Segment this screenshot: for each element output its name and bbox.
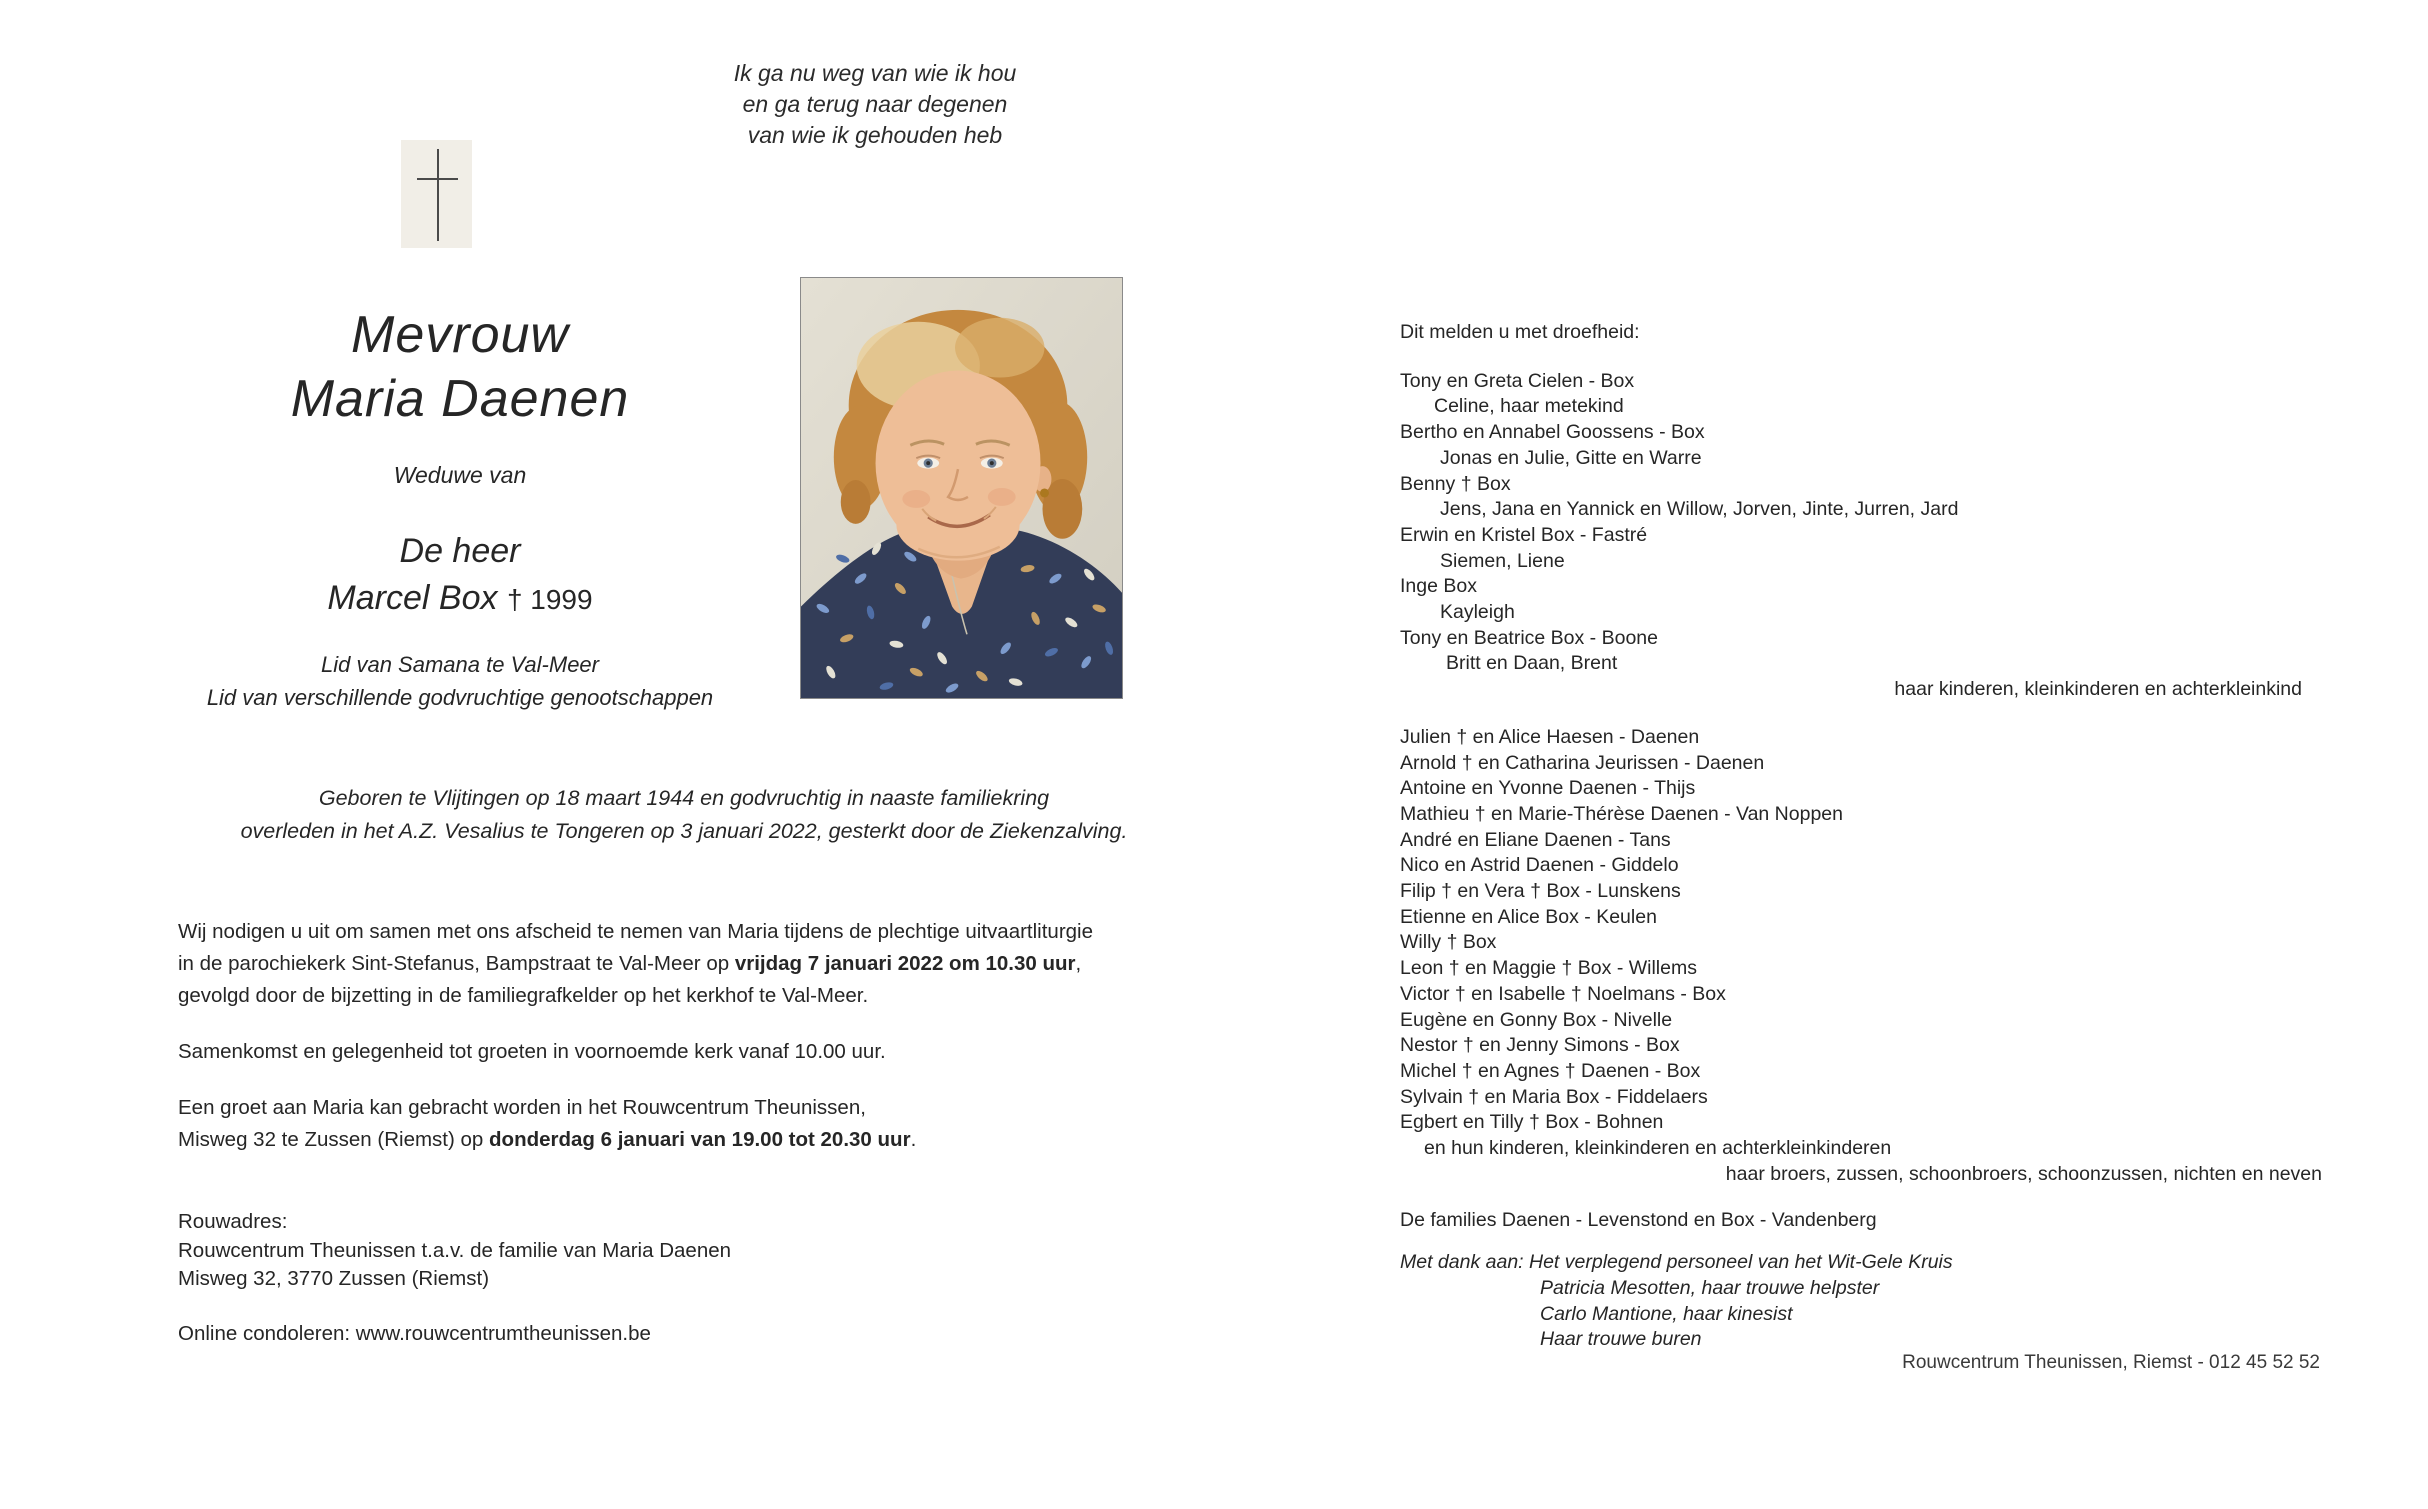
family-list-item: Jens, Jana en Yannick en Willow, Jorven, Jinte, Jurren, Jard [1440, 498, 1959, 521]
visitation-line-1: Een groet aan Maria kan gebracht worden in het Rouwcentrum Theunissen, [178, 1096, 866, 1119]
portrait-illustration [801, 278, 1122, 698]
quote-line: en ga terug naar degenen [742, 91, 1008, 117]
invitation-line-1: Wij nodigen u uit om samen met ons afscheid te nemen van Maria tijdens de plechtige uitvaartliturgie [178, 920, 1094, 943]
funeral-datetime: vrijdag 7 januari 2022 om 10.30 uur [734, 951, 1076, 975]
family-list-item: Filip † en Vera † Box - Lunskens [1400, 880, 1681, 903]
family-list-item: Eugène en Gonny Box - Nivelle [1400, 1008, 1673, 1031]
cross-icon [401, 140, 472, 248]
children-list [1400, 369, 2322, 703]
family-list-item: en hun kinderen, kleinkinderen en achterkleinkinderen [1424, 1137, 1892, 1160]
family-list-item: Celine, haar metekind [1434, 395, 1624, 418]
husband-death-year: † 1999 [506, 584, 593, 615]
deceased-name-block [150, 303, 770, 431]
family-list-item: Britt en Daan, Brent [1446, 652, 1618, 675]
membership-line: Lid van verschillende godvruchtige genootschappen [206, 685, 714, 710]
widow-of-label: Weduwe van [393, 462, 527, 488]
family-list-item: Etienne en Alice Box - Keulen [1400, 905, 1657, 928]
family-list-item: Nestor † en Jenny Simons - Box [1400, 1034, 1680, 1057]
life-line: Geboren te Vlijtingen op 18 maart 1944 en godvruchtig in naaste familiekring [318, 786, 1050, 810]
thanks-line: Patricia Mesotten, haar trouwe helpster [1540, 1276, 1880, 1299]
mourning-address-label: Rouwadres: [178, 1210, 288, 1233]
condolence-line: Online condoleren: www.rouwcentrumtheunissen.be [178, 1322, 651, 1345]
life-summary [134, 782, 1234, 848]
family-list-item: Egbert en Tilly † Box - Bohnen [1400, 1111, 1664, 1134]
announcement-intro: Dit melden u met droefheid: [1400, 321, 1640, 343]
cross-horizontal-bar [417, 178, 458, 180]
husband-name: Marcel Box [327, 579, 498, 617]
invitation-line-3: gevolgd door de bijzetting in de familiegrafkelder op het kerkhof te Val-Meer. [178, 983, 869, 1007]
family-list-item: Tony en Greta Cielen - Box [1400, 369, 1635, 392]
deceased-title: Mevrouw [351, 306, 569, 364]
family-list-item: haar broers, zussen, schoonbroers, schoonzussen, nichten en neven [1725, 1162, 2322, 1185]
quote-line: van wie ik gehouden heb [747, 122, 1003, 148]
family-list-item: Benny † Box [1400, 472, 1511, 495]
family-list-item: Kayleigh [1440, 601, 1515, 624]
family-list-item: Michel † en Agnes † Daenen - Box [1400, 1059, 1701, 1082]
membership-line: Lid van Samana te Val-Meer [321, 652, 599, 677]
family-announcement [1400, 320, 2322, 1353]
families-line: De families Daenen - Levenstond en Box - Vandenberg [1400, 1208, 1877, 1231]
family-list-item: Inge Box [1400, 575, 1477, 598]
family-list-item: Mathieu † en Marie-Thérèse Daenen - Van Noppen [1400, 802, 1843, 825]
thanks-line: Carlo Mantione, haar kinesist [1540, 1302, 1793, 1325]
family-list-item: André en Eliane Daenen - Tans [1400, 828, 1671, 851]
mourning-address-line: Rouwcentrum Theunissen t.a.v. de familie van Maria Daenen [178, 1238, 732, 1262]
family-list-item: Arnold † en Catharina Jeurissen - Daenen [1400, 751, 1765, 774]
portrait-photo [800, 277, 1123, 699]
husband-title: De heer [399, 532, 521, 570]
invitation-line-2: in de parochiekerk Sint-Stefanus, Bampstraat te Val-Meer op vrijdag 7 januari 2022 om 10.30 uur, [178, 951, 1082, 975]
family-list-item: Erwin en Kristel Box - Fastré [1400, 523, 1648, 546]
mourning-address-line: Misweg 32, 3770 Zussen (Riemst) [178, 1267, 490, 1290]
invitation-paragraph [178, 916, 1198, 1011]
life-line: overleden in het A.Z. Vesalius te Tongeren op 3 januari 2022, gesterkt door de Ziekenzalving. [240, 819, 1128, 843]
family-list-item: Victor † en Isabelle † Noelmans - Box [1400, 982, 1726, 1005]
cross-vertical-bar [437, 149, 439, 241]
family-list-item: Jonas en Julie, Gitte en Warre [1440, 446, 1702, 469]
husband-name-line [150, 575, 770, 623]
family-list-item: Julien † en Alice Haesen - Daenen [1400, 725, 1700, 748]
deceased-name: Maria Daenen [290, 370, 630, 428]
visitation-datetime: donderdag 6 januari van 19.00 tot 20.30 uur [489, 1128, 911, 1151]
family-list-item: Willy † Box [1400, 931, 1497, 954]
family-list-item: Nico en Astrid Daenen - Giddelo [1400, 854, 1679, 877]
memorial-quote [620, 58, 1130, 151]
relatives-list [1400, 725, 2322, 1188]
thanks-line: Met dank aan: Het verplegend personeel van het Wit-Gele Kruis [1400, 1251, 1953, 1274]
family-list-item: Siemen, Liene [1440, 549, 1565, 572]
family-list-item: Sylvain † en Maria Box - Fiddelaers [1400, 1085, 1708, 1108]
visitation-line-2: Misweg 32 te Zussen (Riemst) op donderdag 6 januari van 19.00 tot 20.30 uur. [178, 1128, 917, 1151]
mourning-address-lines [178, 1237, 1198, 1294]
thanks-list [1400, 1250, 2322, 1353]
membership-lines [150, 648, 770, 714]
family-list-item: Tony en Beatrice Box - Boone [1400, 626, 1658, 649]
visitation-paragraph [178, 1092, 1198, 1156]
family-list-item: Bertho en Annabel Goossens - Box [1400, 421, 1705, 444]
mourning-address [178, 1208, 1198, 1294]
husband-block [150, 528, 770, 623]
quote-line: Ik ga nu weg van wie ik hou [733, 60, 1017, 86]
family-list-item: Antoine en Yvonne Daenen - Thijs [1400, 777, 1696, 800]
funeral-home-contact: Rouwcentrum Theunissen, Riemst - 012 45 52 52 [1902, 1352, 2320, 1373]
family-list-item: Leon † en Maggie † Box - Willems [1400, 957, 1697, 980]
family-list-item: haar kinderen, kleinkinderen en achterkleinkind [1894, 678, 2302, 701]
gathering-line: Samenkomst en gelegenheid tot groeten in voornoemde kerk vanaf 10.00 uur. [178, 1040, 886, 1063]
thanks-line: Haar trouwe buren [1540, 1328, 1702, 1351]
